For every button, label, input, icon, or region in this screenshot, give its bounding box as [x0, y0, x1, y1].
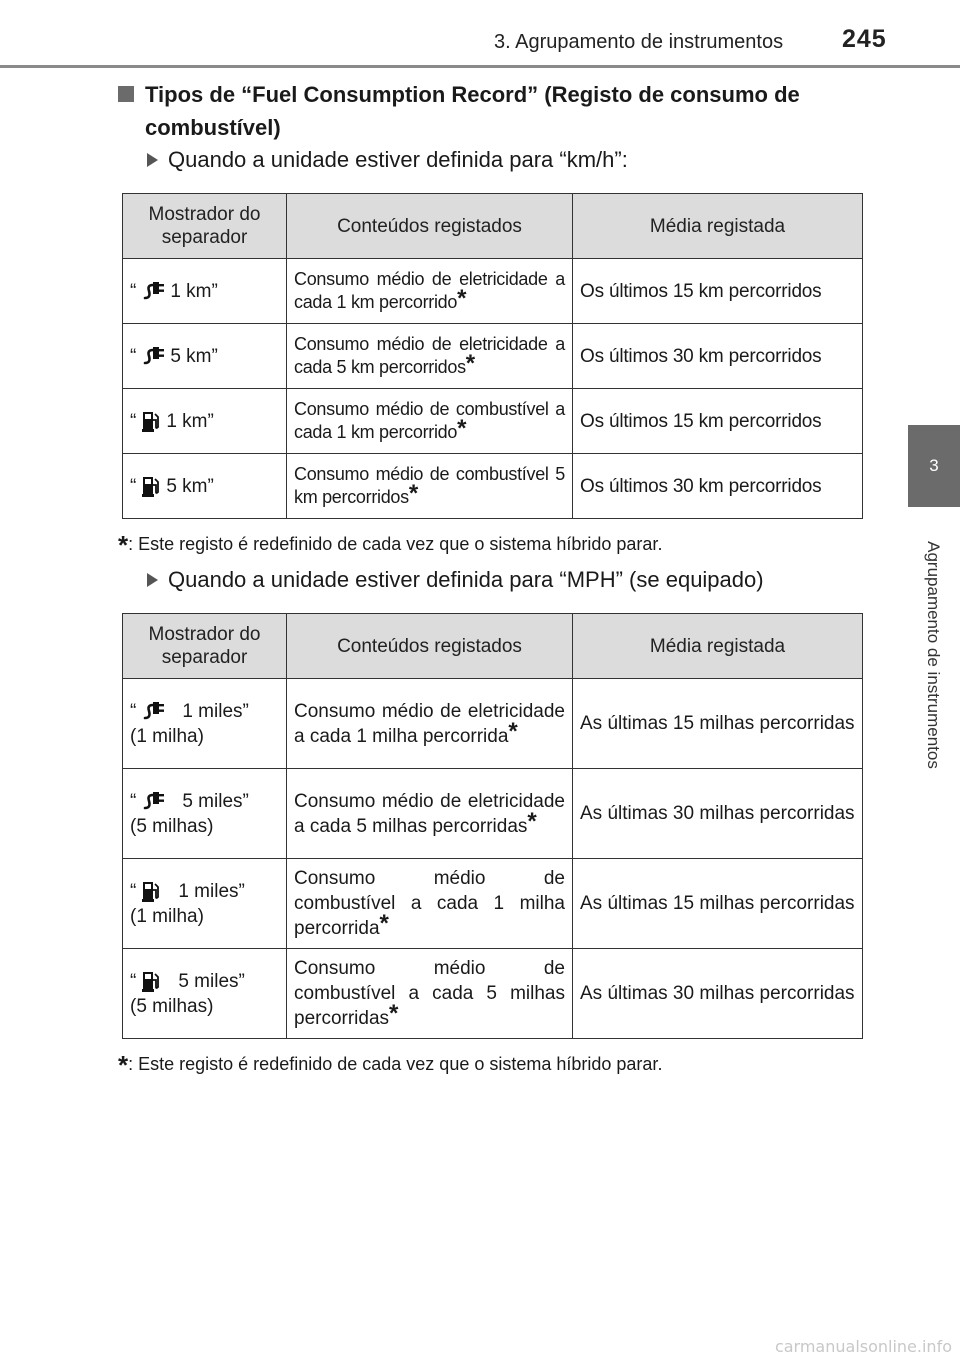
average-cell: As últimas 30 milhas percorridas	[573, 769, 863, 859]
table-row	[123, 859, 863, 949]
mph-subheading	[147, 565, 764, 595]
average-cell: Os últimos 15 km percorridos	[573, 389, 863, 454]
table-row	[123, 769, 863, 859]
fuel-pump-icon	[142, 970, 160, 992]
content-cell: Consumo médio de combustível 5 km percorridos*	[287, 454, 573, 519]
kmh-subheading-text: Quando a unidade estiver definida para “km/h”:	[168, 147, 628, 172]
chapter-side-label: Agrupamento de instrumentos	[924, 541, 943, 769]
average-cell: As últimas 15 milhas percorridas	[573, 859, 863, 949]
display-cell: “ 1 km”	[123, 389, 287, 454]
electric-plug-icon	[142, 282, 164, 300]
page-number: 245	[842, 25, 887, 53]
content-cell: Consumo médio de combustível a cada 1 km percorrido*	[287, 389, 573, 454]
table-row	[123, 454, 863, 519]
average-cell: Os últimos 30 km percorridos	[573, 324, 863, 389]
content-cell: Consumo médio de combustível a cada 1 milha percorrida*	[287, 859, 573, 949]
content-cell: Consumo médio de combustível a cada 5 milhas percorridas*	[287, 949, 573, 1039]
section-heading	[118, 78, 888, 144]
column-header-display: Mostrador do separador	[123, 614, 287, 679]
column-header-content: Conteúdos registados	[287, 194, 573, 259]
column-header-average: Média registada	[573, 194, 863, 259]
fuel-pump-icon	[142, 475, 160, 497]
mph-table	[122, 613, 863, 1039]
table-header-row	[123, 194, 863, 259]
column-header-content: Conteúdos registados	[287, 614, 573, 679]
table-row	[123, 949, 863, 1039]
section-heading-text: Tipos de “Fuel Consumption Record” (Registo de consumo de combustível)	[145, 82, 800, 140]
table-row	[123, 389, 863, 454]
average-cell: As últimas 30 milhas percorridas	[573, 949, 863, 1039]
fuel-pump-icon	[142, 410, 160, 432]
content-cell: Consumo médio de eletricidade a cada 1 km percorrido*	[287, 259, 573, 324]
table-row	[123, 324, 863, 389]
display-cell: “ 5 miles” (5 milhas)	[123, 949, 287, 1039]
triangle-bullet-icon	[147, 153, 158, 167]
display-cell: “ 5 km”	[123, 454, 287, 519]
kmh-footnote: *: Este registo é redefinido de cada vez que o sistema híbrido parar.	[118, 530, 663, 560]
average-cell: Os últimos 15 km percorridos	[573, 259, 863, 324]
content-cell: Consumo médio de eletricidade a cada 5 milhas percorridas*	[287, 769, 573, 859]
column-header-display: Mostrador do separador	[123, 194, 287, 259]
electric-plug-icon	[142, 347, 164, 365]
table-row	[123, 259, 863, 324]
chapter-number: 3	[929, 456, 939, 475]
electric-plug-icon	[142, 792, 164, 810]
watermark: carmanualsonline.info	[774, 1337, 952, 1356]
running-header-title: 3. Agrupamento de instrumentos	[494, 31, 784, 53]
display-cell: “ 1 miles” (1 milha)	[123, 859, 287, 949]
column-header-average: Média registada	[573, 614, 863, 679]
chapter-tab	[908, 425, 960, 507]
fuel-pump-icon	[142, 880, 160, 902]
display-cell: “ 5 miles” (5 milhas)	[123, 769, 287, 859]
table-header-row	[123, 614, 863, 679]
table-row	[123, 679, 863, 769]
square-bullet-icon	[118, 86, 134, 102]
display-cell: “ 5 km”	[123, 324, 287, 389]
display-cell: “ 1 miles” (1 milha)	[123, 679, 287, 769]
electric-plug-icon	[142, 702, 164, 720]
kmh-table	[122, 193, 863, 519]
mph-footnote: *: Este registo é redefinido de cada vez que o sistema híbrido parar.	[118, 1050, 663, 1080]
display-cell: “ 1 km”	[123, 259, 287, 324]
average-cell: Os últimos 30 km percorridos	[573, 454, 863, 519]
kmh-subheading	[147, 145, 628, 175]
header-rule	[0, 65, 960, 68]
mph-subheading-text: Quando a unidade estiver definida para “MPH” (se equipado)	[168, 567, 764, 592]
average-cell: As últimas 15 milhas percorridas	[573, 679, 863, 769]
triangle-bullet-icon	[147, 573, 158, 587]
content-cell: Consumo médio de eletricidade a cada 5 km percorridos*	[287, 324, 573, 389]
content-cell: Consumo médio de eletricidade a cada 1 milha percorrida*	[287, 679, 573, 769]
